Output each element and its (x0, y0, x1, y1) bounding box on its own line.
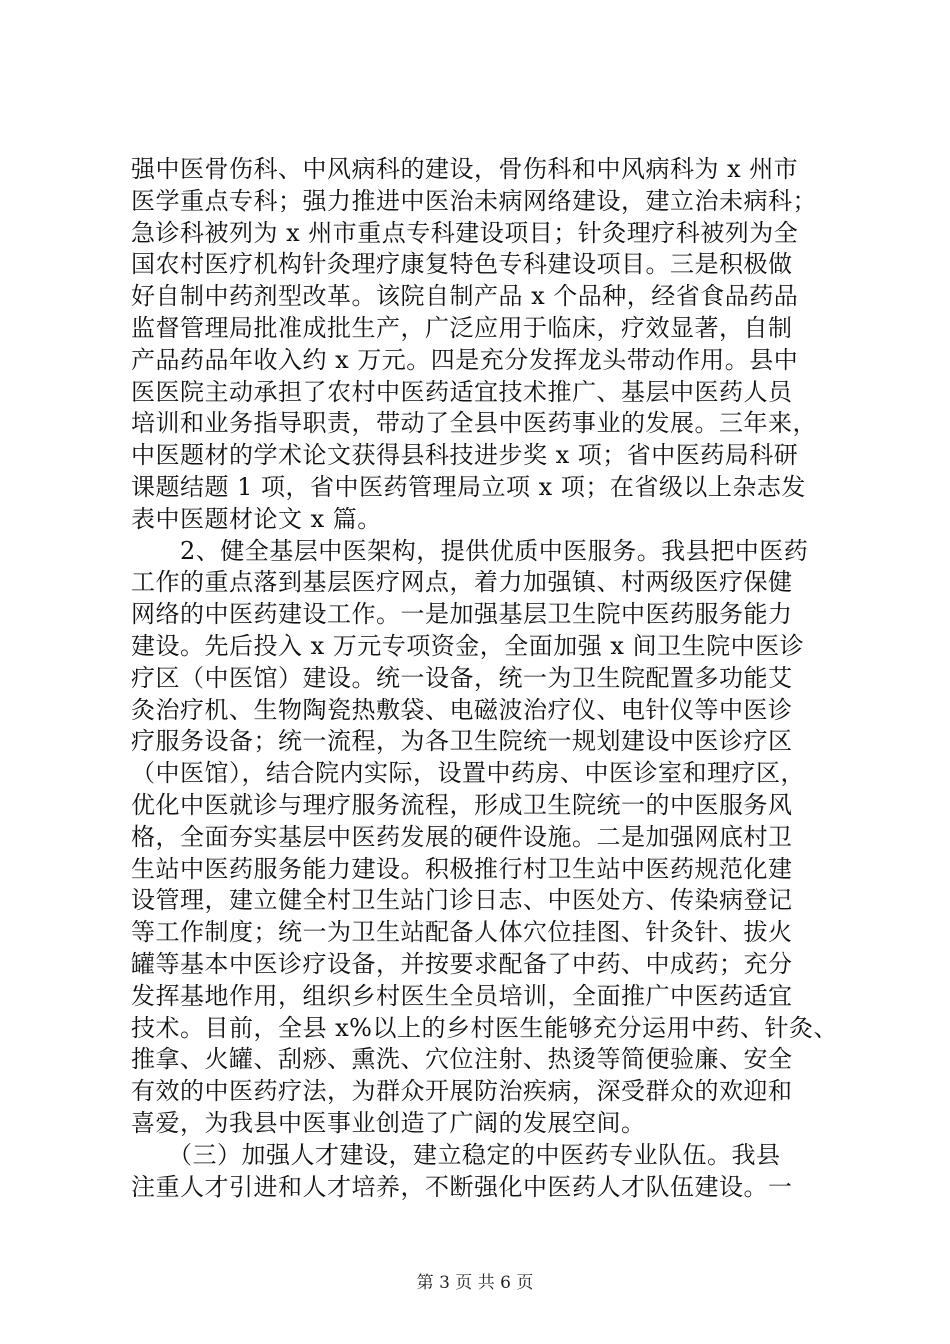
text-line: 格，全面夯实基层中医药发展的硬件设施。二是加强网底村卫 (131, 822, 793, 851)
text-line: 监督管理局批准成批生产，广泛应用于临床，疗效显著，自制 (131, 313, 793, 342)
text-line: （三）加强人才建设，建立稳定的中医药专业队伍。我县 (131, 1140, 781, 1169)
page-footer: 第 3 页 共 6 页 (416, 1273, 534, 1293)
text-line: 国农村医疗机构针灸理疗康复特色专科建设项目。三是积极做 (131, 250, 793, 279)
text-line: 强中医骨伤科、中风病科的建设，骨伤科和中风病科为 x 州市 (131, 155, 799, 183)
text-line: 罐等基本中医诊疗设备，并按要求配备了中药、中成药；充分 (131, 949, 793, 978)
text-line: 中医题材的学术论文获得县科技进步奖 x 项；省中医药局科研 (131, 441, 799, 470)
text-line: 技术。目前，全县 x%以上的乡村医生能够充分运用中药、针灸、 (131, 1013, 838, 1042)
text-line: 工作的重点落到基层医疗网点，着力加强镇、村两级医疗保健 (131, 568, 793, 597)
body-text (131, 154, 851, 1203)
text-line: 好自制中药剂型改革。该院自制产品 x 个品种，经省食品药品 (131, 282, 799, 311)
text-line: 急诊科被列为 x 州市重点专科建设项目；针灸理疗科被列为全 (131, 218, 799, 247)
text-line: 医医院主动承担了农村中医药适宜技术推广、基层中医药人员 (131, 377, 793, 406)
text-line: 设管理，建立健全村卫生站门诊日志、中医处方、传染病登记 (131, 886, 793, 915)
text-line: 产品药品年收入约 x 万元。四是充分发挥龙头带动作用。县中 (131, 345, 799, 374)
text-line: 有效的中医药疗法，为群众开展防治疾病，深受群众的欢迎和 (131, 1077, 793, 1106)
text-line: 课题结题 1 项，省中医药管理局立项 x 项；在省级以上杂志发 (131, 472, 806, 501)
text-line: 注重人才引进和人才培养，不断强化中医药人才队伍建设。一 (131, 1172, 793, 1201)
text-line: （中医馆），结合院内实际，设置中药房、中医诊室和理疗区， (131, 759, 805, 788)
text-line: 网络的中医药建设工作。一是加强基层卫生院中医药服务能力 (131, 600, 793, 629)
text-line: 灸治疗机、生物陶瓷热敷袋、电磁波治疗仪、电针仪等中医诊 (131, 695, 793, 724)
text-line: 表中医题材论文 x 篇。 (131, 504, 382, 533)
text-line: 疗服务设备；统一流程，为各卫生院统一规划建设中医诊疗区 (131, 727, 793, 756)
text-line: 推拿、火罐、刮痧、熏洗、穴位注射、热烫等简便验廉、安全 (131, 1045, 793, 1074)
text-line: 生站中医药服务能力建设。积极推行村卫生站中医药规范化建 (131, 854, 793, 883)
text-line: 2、健全基层中医架构，提供优质中医服务。我县把中医药 (131, 536, 809, 565)
text-line: 优化中医就诊与理疗服务流程，形成卫生院统一的中医服务风 (131, 790, 793, 819)
text-line: 发挥基地作用，组织乡村医生全员培训，全面推广中医药适宜 (131, 981, 793, 1010)
text-line: 培训和业务指导职责，带动了全县中医药事业的发展。三年来， (131, 409, 817, 438)
text-line: 疗区（中医馆）建设。统一设备，统一为卫生院配置多功能艾 (131, 663, 793, 692)
text-line: 喜爱，为我县中医事业创造了广阔的发展空间。 (131, 1108, 646, 1137)
text-line: 等工作制度；统一为卫生站配备人体穴位挂图、针灸针、拔火 (131, 918, 793, 947)
text-line: 建设。先后投入 x 万元专项资金，全面加强 x 间卫生院中医诊 (131, 631, 805, 660)
text-line: 医学重点专科；强力推进中医治未病网络建设，建立治未病科； (131, 186, 817, 215)
